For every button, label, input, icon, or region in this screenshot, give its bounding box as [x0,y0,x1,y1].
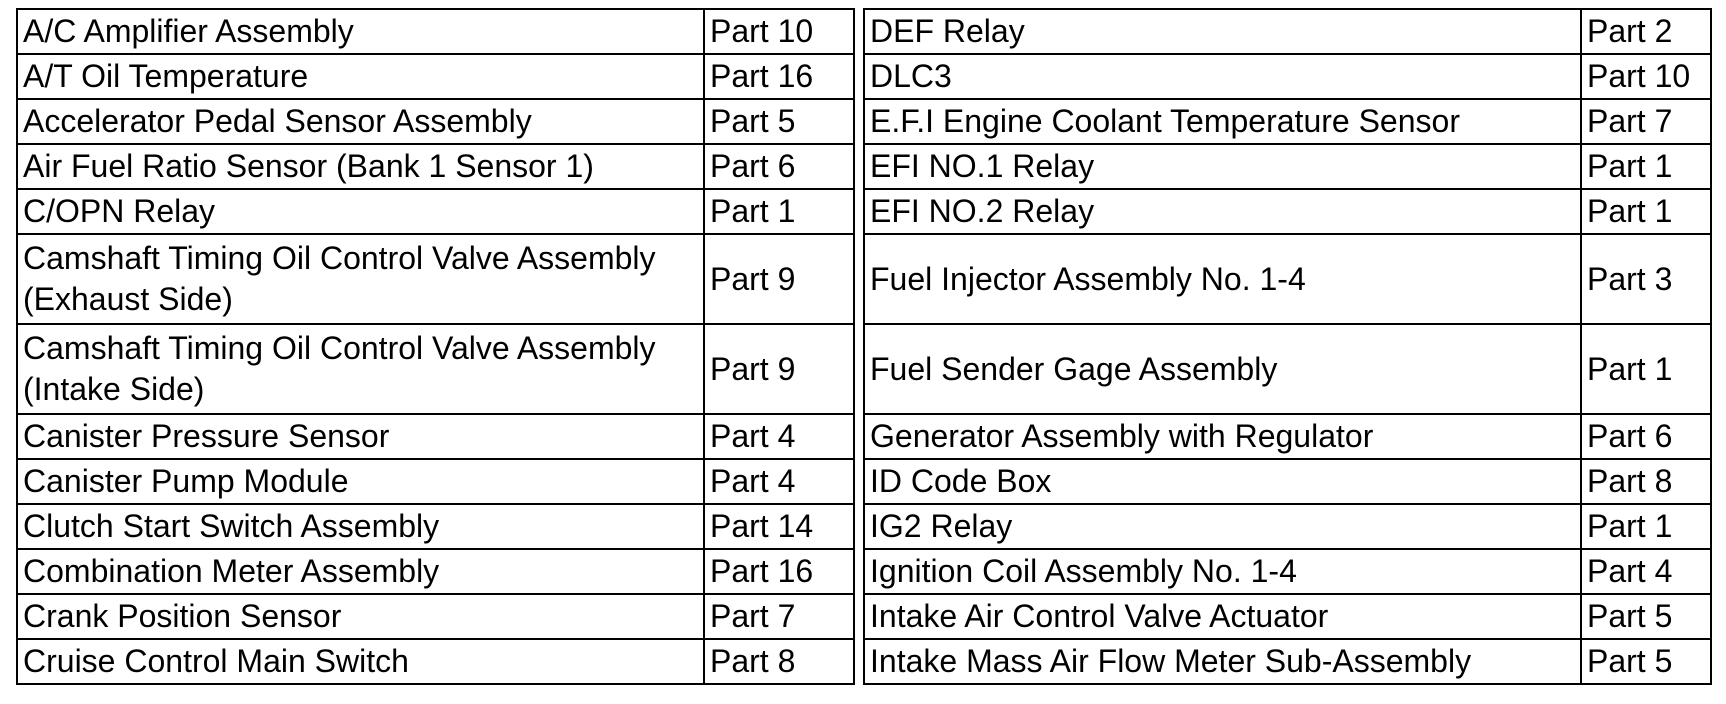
table-row [17,324,854,414]
table-row [17,99,854,144]
part-number: Part 10 [1581,54,1711,99]
component-name: Camshaft Timing Oil Control Valve Assembly (Exhaust Side) [17,234,704,324]
table-row [864,594,1711,639]
component-name: Intake Air Control Valve Actuator [864,594,1581,639]
component-name: EFI NO.1 Relay [864,144,1581,189]
table-row [17,459,854,504]
component-name: Combination Meter Assembly [17,549,704,594]
part-number: Part 9 [704,324,854,414]
part-number: Part 5 [1581,594,1711,639]
part-number: Part 5 [704,99,854,144]
part-number: Part 3 [1581,234,1711,324]
table-row [17,54,854,99]
part-number: Part 4 [1581,549,1711,594]
component-name: Canister Pressure Sensor [17,414,704,459]
table-row [17,189,854,234]
component-name: Accelerator Pedal Sensor Assembly [17,99,704,144]
table-row [864,324,1711,414]
component-name: Fuel Injector Assembly No. 1-4 [864,234,1581,324]
component-name: Ignition Coil Assembly No. 1-4 [864,549,1581,594]
table-row [864,549,1711,594]
part-number: Part 9 [704,234,854,324]
table-row [17,549,854,594]
table-row [17,594,854,639]
right-parts-table [863,8,1712,685]
table-row [17,639,854,684]
component-name: A/C Amplifier Assembly [17,9,704,54]
component-name: ID Code Box [864,459,1581,504]
part-number: Part 1 [1581,144,1711,189]
table-row [864,459,1711,504]
component-name: A/T Oil Temperature [17,54,704,99]
part-number: Part 4 [704,459,854,504]
part-number: Part 6 [704,144,854,189]
table-row [17,234,854,324]
table-row [864,9,1711,54]
component-name: Clutch Start Switch Assembly [17,504,704,549]
component-name: IG2 Relay [864,504,1581,549]
component-name: Camshaft Timing Oil Control Valve Assembly (Intake Side) [17,324,704,414]
component-name: Canister Pump Module [17,459,704,504]
table-row [864,234,1711,324]
part-number: Part 16 [704,54,854,99]
part-number: Part 7 [704,594,854,639]
table-row [864,504,1711,549]
table-row [17,414,854,459]
part-number: Part 1 [1581,504,1711,549]
part-number: Part 14 [704,504,854,549]
component-name: Cruise Control Main Switch [17,639,704,684]
component-name: DLC3 [864,54,1581,99]
component-name: Crank Position Sensor [17,594,704,639]
part-number: Part 6 [1581,414,1711,459]
component-name: DEF Relay [864,9,1581,54]
part-number: Part 16 [704,549,854,594]
table-row [17,9,854,54]
part-number: Part 8 [1581,459,1711,504]
table-row [17,504,854,549]
component-name: E.F.I Engine Coolant Temperature Sensor [864,99,1581,144]
part-number: Part 10 [704,9,854,54]
part-number: Part 5 [1581,639,1711,684]
table-row [864,414,1711,459]
part-number: Part 1 [1581,324,1711,414]
component-name: C/OPN Relay [17,189,704,234]
part-number: Part 1 [1581,189,1711,234]
component-name: Generator Assembly with Regulator [864,414,1581,459]
part-number: Part 7 [1581,99,1711,144]
table-row [864,99,1711,144]
left-parts-table [16,8,855,685]
table-row [17,144,854,189]
part-number: Part 2 [1581,9,1711,54]
component-name: Air Fuel Ratio Sensor (Bank 1 Sensor 1) [17,144,704,189]
part-number: Part 4 [704,414,854,459]
component-name: EFI NO.2 Relay [864,189,1581,234]
parts-index [16,8,1708,679]
component-name: Intake Mass Air Flow Meter Sub-Assembly [864,639,1581,684]
table-row [864,639,1711,684]
part-number: Part 8 [704,639,854,684]
table-row [864,144,1711,189]
table-row [864,54,1711,99]
part-number: Part 1 [704,189,854,234]
component-name: Fuel Sender Gage Assembly [864,324,1581,414]
table-row [864,189,1711,234]
